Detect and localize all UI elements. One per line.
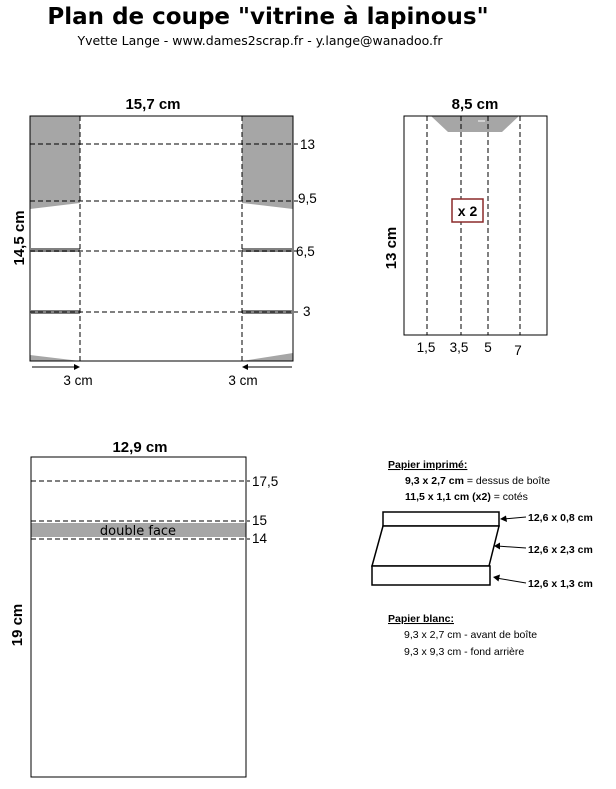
page-subtitle: Yvette Lange - www.dames2scrap.fr - y.lange@wanadoo.fr	[77, 33, 443, 48]
piece1-height-label: 14,5 cm	[11, 210, 28, 266]
legend-printed-item-1	[405, 475, 550, 487]
piece3-band-label: double face	[99, 524, 177, 539]
piece2-marker-5: 5	[484, 340, 492, 355]
legend-box-label-2: 12,6 x 2,3 cm	[528, 544, 593, 556]
piece1-marker-6-5: 6,5	[296, 244, 315, 259]
legend-white-item-2: 9,3 x 9,3 cm - fond arrière	[404, 646, 525, 658]
piece3-outline	[31, 457, 246, 777]
piece2-top-tab	[431, 116, 519, 132]
legend-white-heading: Papier blanc:	[388, 613, 454, 625]
piece1-marker-3: 3	[303, 304, 311, 319]
piece2-quantity-label: x 2	[457, 203, 478, 219]
legend-box-lid-strip	[383, 512, 499, 526]
legend-printed-heading: Papier imprimé:	[388, 459, 468, 471]
piece1-flap-bottom-right	[242, 353, 293, 361]
piece1-bottom-label-right: 3 cm	[228, 373, 258, 388]
legend-printed-item-1-desc: = dessus de boîte	[463, 475, 551, 487]
piece1-marker-9-5: 9,5	[298, 191, 317, 206]
page-title: Plan de coupe "vitrine à lapinous"	[47, 4, 489, 30]
piece1-arrow-right-head	[242, 364, 248, 370]
piece1-marker-13: 13	[300, 137, 316, 152]
legend-arrow-2-line	[497, 546, 526, 548]
legend-white-item-1: 9,3 x 2,7 cm - avant de boîte	[404, 629, 538, 641]
piece3-height-label: 19 cm	[9, 603, 26, 647]
piece3-width-label: 12,9 cm	[112, 439, 168, 456]
legend-printed-item-2-dim: 11,5 x 1,1 cm (x2)	[405, 491, 491, 503]
piece1-width-label: 15,7 cm	[125, 96, 181, 113]
piece1-flap-top-left	[30, 116, 80, 209]
legend-box-label-1: 12,6 x 0,8 cm	[528, 512, 593, 524]
legend-box-slanted-panel	[372, 526, 499, 566]
piece2-outline	[404, 116, 547, 335]
legend	[372, 459, 593, 658]
piece3-marker-17-5: 17,5	[252, 474, 279, 489]
piece-side-panel	[383, 96, 547, 358]
piece1-flap-bottom-left	[30, 355, 80, 361]
piece1-arrow-left-head	[74, 364, 80, 370]
legend-arrow-1-head	[500, 516, 507, 523]
legend-printed-item-2	[405, 491, 528, 503]
piece2-marker-3-5: 3,5	[449, 340, 469, 355]
legend-box-label-3: 12,6 x 1,3 cm	[528, 578, 593, 590]
piece2-marker-1-5: 1,5	[416, 340, 436, 355]
piece3-marker-14: 14	[252, 531, 268, 546]
piece-front-panel	[9, 439, 278, 777]
legend-arrow-3-line	[496, 578, 526, 583]
piece2-height-label: 13 cm	[383, 226, 400, 270]
piece1-flap-top-right	[242, 116, 293, 209]
legend-printed-item-1-dim: 9,3 x 2,7 cm	[405, 475, 464, 487]
legend-printed-item-2-desc: = cotés	[490, 491, 528, 503]
legend-arrow-3-head	[493, 575, 500, 582]
piece3-marker-15: 15	[252, 513, 268, 528]
legend-box-base-strip	[372, 566, 490, 585]
piece2-marker-7: 7	[514, 343, 522, 358]
piece-box-top	[11, 96, 317, 388]
piece1-bottom-label-left: 3 cm	[63, 373, 93, 388]
piece2-width-label: 8,5 cm	[451, 96, 499, 113]
